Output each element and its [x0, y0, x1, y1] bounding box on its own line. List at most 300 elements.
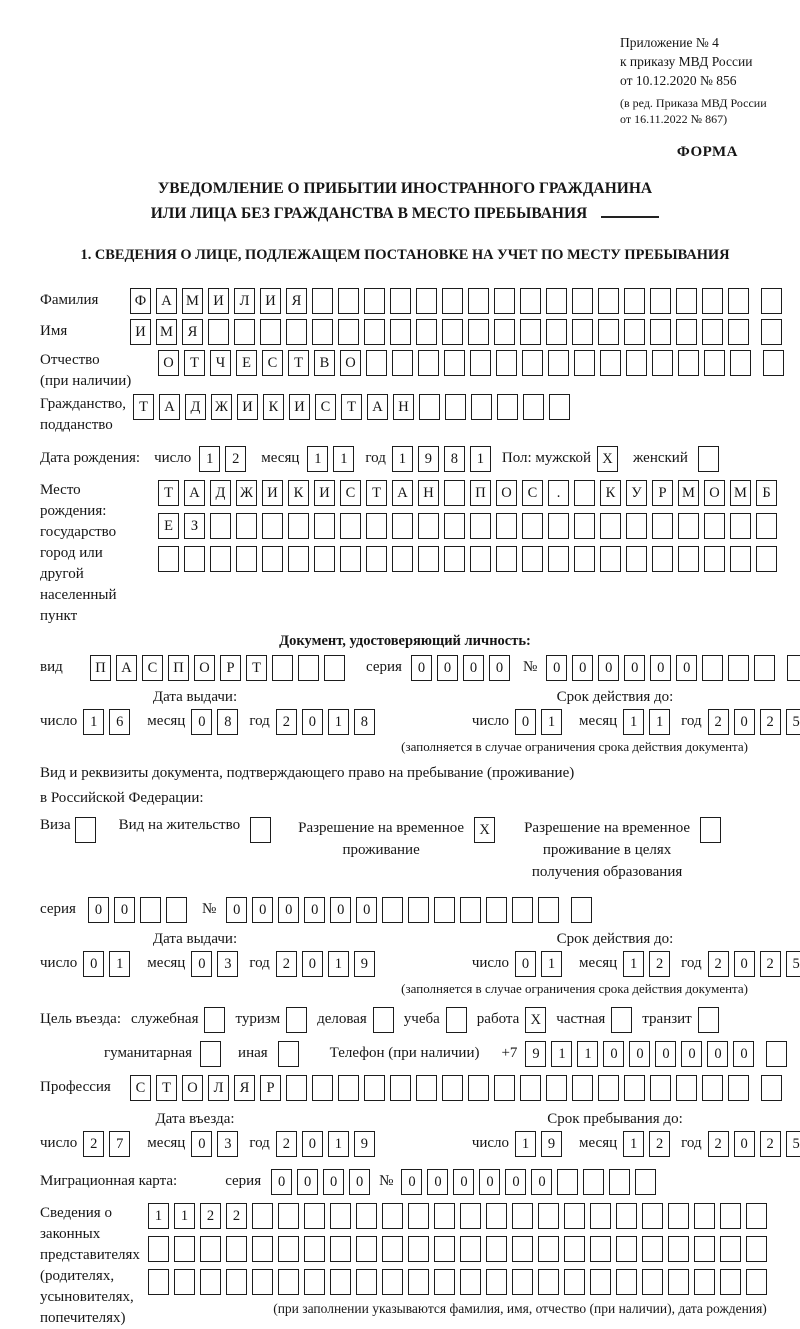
char-box[interactable] [470, 350, 491, 376]
char-box[interactable]: 3 [217, 1131, 238, 1157]
char-box[interactable] [471, 394, 492, 420]
char-box[interactable] [148, 1236, 169, 1262]
char-box[interactable] [564, 1236, 585, 1262]
char-box[interactable] [445, 394, 466, 420]
char-box[interactable]: 0 [650, 655, 671, 681]
char-box[interactable] [470, 546, 491, 572]
char-box[interactable] [572, 1075, 593, 1101]
char-box[interactable]: 1 [649, 709, 670, 735]
char-box[interactable] [262, 513, 283, 539]
char-box[interactable]: 0 [297, 1169, 318, 1195]
char-box[interactable] [468, 319, 489, 345]
char-box[interactable] [444, 546, 465, 572]
char-box[interactable] [226, 1236, 247, 1262]
char-box[interactable]: 1 [328, 951, 349, 977]
char-box[interactable]: Е [236, 350, 257, 376]
char-box[interactable] [486, 897, 507, 923]
char-box[interactable]: 0 [655, 1041, 676, 1067]
char-box[interactable]: 5 [786, 951, 800, 977]
char-box[interactable]: 5 [786, 1131, 800, 1157]
char-box[interactable] [486, 1203, 507, 1229]
char-box[interactable] [494, 1075, 515, 1101]
char-box[interactable]: Л [208, 1075, 229, 1101]
char-box[interactable]: И [208, 288, 229, 314]
char-box[interactable]: 7 [109, 1131, 130, 1157]
char-box[interactable] [520, 1075, 541, 1101]
residence-permit-checkbox[interactable] [250, 817, 271, 843]
char-box[interactable]: А [116, 655, 137, 681]
char-box[interactable]: Е [158, 513, 179, 539]
char-box[interactable]: А [367, 394, 388, 420]
char-box[interactable] [364, 288, 385, 314]
char-box[interactable] [600, 513, 621, 539]
char-box[interactable]: Р [220, 655, 241, 681]
char-box[interactable]: 1 [148, 1203, 169, 1229]
char-box[interactable] [496, 350, 517, 376]
char-box[interactable] [678, 350, 699, 376]
char-box[interactable]: 0 [515, 709, 536, 735]
char-box[interactable] [304, 1203, 325, 1229]
char-box[interactable]: Я [286, 288, 307, 314]
char-box[interactable] [642, 1236, 663, 1262]
char-box[interactable] [324, 655, 345, 681]
char-box[interactable] [286, 319, 307, 345]
char-box[interactable] [730, 546, 751, 572]
char-box[interactable] [650, 1075, 671, 1101]
purpose-humanitarian-checkbox[interactable] [200, 1041, 221, 1067]
purpose-tourism-checkbox[interactable] [286, 1007, 307, 1033]
char-box[interactable] [624, 319, 645, 345]
char-box[interactable] [590, 1236, 611, 1262]
char-box[interactable]: И [289, 394, 310, 420]
char-box[interactable] [408, 897, 429, 923]
char-box[interactable] [234, 319, 255, 345]
char-box[interactable] [548, 546, 569, 572]
char-box[interactable] [416, 288, 437, 314]
char-box[interactable] [434, 1203, 455, 1229]
char-box[interactable]: А [392, 480, 413, 506]
char-box[interactable] [574, 480, 595, 506]
char-box[interactable] [761, 288, 782, 314]
char-box[interactable]: М [730, 480, 751, 506]
char-box[interactable] [626, 513, 647, 539]
char-box[interactable] [600, 350, 621, 376]
char-box[interactable]: Т [288, 350, 309, 376]
char-box[interactable] [598, 288, 619, 314]
char-box[interactable]: 0 [681, 1041, 702, 1067]
char-box[interactable]: Л [234, 288, 255, 314]
char-box[interactable] [763, 350, 784, 376]
char-box[interactable] [572, 319, 593, 345]
char-box[interactable]: И [237, 394, 258, 420]
char-box[interactable] [676, 319, 697, 345]
char-box[interactable] [278, 1236, 299, 1262]
char-box[interactable] [590, 1203, 611, 1229]
char-box[interactable] [418, 546, 439, 572]
char-box[interactable] [382, 1203, 403, 1229]
purpose-business-checkbox[interactable] [373, 1007, 394, 1033]
char-box[interactable]: 0 [278, 897, 299, 923]
char-box[interactable] [522, 546, 543, 572]
char-box[interactable] [314, 513, 335, 539]
char-box[interactable]: 1 [515, 1131, 536, 1157]
char-box[interactable]: 8 [217, 709, 238, 735]
char-box[interactable]: 0 [734, 951, 755, 977]
char-box[interactable]: 0 [734, 709, 755, 735]
char-box[interactable] [390, 319, 411, 345]
char-box[interactable] [390, 288, 411, 314]
char-box[interactable] [286, 1075, 307, 1101]
char-box[interactable]: П [168, 655, 189, 681]
char-box[interactable] [704, 350, 725, 376]
char-box[interactable] [184, 546, 205, 572]
char-box[interactable] [624, 288, 645, 314]
char-box[interactable] [538, 897, 559, 923]
char-box[interactable] [512, 897, 533, 923]
char-box[interactable]: 1 [577, 1041, 598, 1067]
char-box[interactable] [756, 513, 777, 539]
char-box[interactable] [564, 1203, 585, 1229]
char-box[interactable] [720, 1236, 741, 1262]
char-box[interactable] [624, 1075, 645, 1101]
char-box[interactable] [574, 513, 595, 539]
char-box[interactable]: 2 [276, 1131, 297, 1157]
char-box[interactable] [460, 1203, 481, 1229]
char-box[interactable] [626, 546, 647, 572]
char-box[interactable]: 0 [629, 1041, 650, 1067]
char-box[interactable]: С [130, 1075, 151, 1101]
char-box[interactable]: Р [652, 480, 673, 506]
char-box[interactable] [548, 350, 569, 376]
char-box[interactable]: Т [366, 480, 387, 506]
char-box[interactable] [418, 513, 439, 539]
char-box[interactable]: 1 [333, 446, 354, 472]
visa-checkbox[interactable] [75, 817, 96, 843]
char-box[interactable]: Т [341, 394, 362, 420]
char-box[interactable]: 1 [623, 709, 644, 735]
char-box[interactable]: 0 [427, 1169, 448, 1195]
char-box[interactable]: 9 [354, 1131, 375, 1157]
char-box[interactable]: 1 [470, 446, 491, 472]
char-box[interactable]: 2 [200, 1203, 221, 1229]
char-box[interactable]: 0 [302, 1131, 323, 1157]
char-box[interactable]: А [156, 288, 177, 314]
char-box[interactable] [496, 513, 517, 539]
char-box[interactable] [730, 350, 751, 376]
char-box[interactable] [340, 513, 361, 539]
char-box[interactable]: О [182, 1075, 203, 1101]
char-box[interactable] [356, 1269, 377, 1295]
char-box[interactable] [720, 1269, 741, 1295]
char-box[interactable] [642, 1269, 663, 1295]
char-box[interactable] [546, 319, 567, 345]
char-box[interactable] [546, 1075, 567, 1101]
char-box[interactable] [408, 1236, 429, 1262]
purpose-official-checkbox[interactable] [204, 1007, 225, 1033]
char-box[interactable]: И [260, 288, 281, 314]
char-box[interactable] [444, 480, 465, 506]
char-box[interactable]: И [130, 319, 151, 345]
purpose-private-checkbox[interactable] [611, 1007, 632, 1033]
char-box[interactable] [442, 1075, 463, 1101]
char-box[interactable] [356, 1236, 377, 1262]
char-box[interactable] [460, 897, 481, 923]
char-box[interactable]: С [522, 480, 543, 506]
char-box[interactable] [746, 1269, 767, 1295]
char-box[interactable] [590, 1269, 611, 1295]
char-box[interactable] [538, 1203, 559, 1229]
char-box[interactable] [392, 350, 413, 376]
char-box[interactable]: 2 [276, 951, 297, 977]
char-box[interactable] [468, 288, 489, 314]
char-box[interactable]: 1 [541, 709, 562, 735]
char-box[interactable]: 3 [217, 951, 238, 977]
char-box[interactable]: 0 [411, 655, 432, 681]
char-box[interactable] [288, 513, 309, 539]
char-box[interactable]: Б [756, 480, 777, 506]
char-box[interactable] [434, 1269, 455, 1295]
char-box[interactable]: 9 [354, 951, 375, 977]
char-box[interactable] [694, 1269, 715, 1295]
char-box[interactable] [650, 319, 671, 345]
char-box[interactable] [494, 319, 515, 345]
char-box[interactable] [523, 394, 544, 420]
char-box[interactable] [497, 394, 518, 420]
purpose-work-checkbox[interactable]: X [525, 1007, 546, 1033]
char-box[interactable] [419, 394, 440, 420]
char-box[interactable] [330, 1203, 351, 1229]
char-box[interactable]: 0 [531, 1169, 552, 1195]
char-box[interactable] [366, 350, 387, 376]
char-box[interactable] [635, 1169, 656, 1195]
char-box[interactable]: 0 [479, 1169, 500, 1195]
char-box[interactable] [262, 546, 283, 572]
char-box[interactable] [272, 655, 293, 681]
char-box[interactable]: 0 [598, 655, 619, 681]
char-box[interactable] [598, 319, 619, 345]
char-box[interactable] [312, 319, 333, 345]
char-box[interactable] [392, 546, 413, 572]
char-box[interactable] [754, 655, 775, 681]
char-box[interactable] [574, 546, 595, 572]
char-box[interactable]: 0 [271, 1169, 292, 1195]
char-box[interactable]: 2 [760, 951, 781, 977]
char-box[interactable]: 0 [401, 1169, 422, 1195]
char-box[interactable]: М [156, 319, 177, 345]
char-box[interactable] [392, 513, 413, 539]
char-box[interactable] [616, 1269, 637, 1295]
char-box[interactable] [210, 513, 231, 539]
char-box[interactable] [330, 1236, 351, 1262]
char-box[interactable] [512, 1203, 533, 1229]
char-box[interactable] [304, 1269, 325, 1295]
char-box[interactable] [366, 513, 387, 539]
char-box[interactable] [174, 1269, 195, 1295]
char-box[interactable]: 2 [226, 1203, 247, 1229]
char-box[interactable] [338, 1075, 359, 1101]
char-box[interactable]: 0 [323, 1169, 344, 1195]
char-box[interactable] [442, 288, 463, 314]
char-box[interactable]: 2 [760, 1131, 781, 1157]
char-box[interactable]: 1 [199, 446, 220, 472]
char-box[interactable]: С [262, 350, 283, 376]
char-box[interactable] [444, 513, 465, 539]
char-box[interactable] [338, 319, 359, 345]
temporary-residence-checkbox[interactable]: X [474, 817, 495, 843]
char-box[interactable] [252, 1236, 273, 1262]
char-box[interactable]: 9 [525, 1041, 546, 1067]
char-box[interactable] [330, 1269, 351, 1295]
char-box[interactable] [598, 1075, 619, 1101]
char-box[interactable] [364, 319, 385, 345]
char-box[interactable] [366, 546, 387, 572]
char-box[interactable]: Д [210, 480, 231, 506]
female-checkbox[interactable] [698, 446, 719, 472]
char-box[interactable]: 0 [515, 951, 536, 977]
char-box[interactable] [356, 1203, 377, 1229]
char-box[interactable] [382, 1236, 403, 1262]
char-box[interactable]: 0 [83, 951, 104, 977]
char-box[interactable] [761, 319, 782, 345]
char-box[interactable]: 0 [252, 897, 273, 923]
char-box[interactable]: 0 [734, 1131, 755, 1157]
char-box[interactable] [678, 546, 699, 572]
char-box[interactable]: 0 [349, 1169, 370, 1195]
char-box[interactable]: 2 [649, 1131, 670, 1157]
char-box[interactable]: 2 [83, 1131, 104, 1157]
char-box[interactable]: 0 [676, 655, 697, 681]
char-box[interactable] [702, 288, 723, 314]
char-box[interactable]: 5 [786, 709, 800, 735]
char-box[interactable]: 1 [623, 1131, 644, 1157]
char-box[interactable] [557, 1169, 578, 1195]
char-box[interactable] [564, 1269, 585, 1295]
char-box[interactable]: Н [393, 394, 414, 420]
char-box[interactable]: О [704, 480, 725, 506]
char-box[interactable]: Ф [130, 288, 151, 314]
char-box[interactable]: Ч [210, 350, 231, 376]
char-box[interactable] [728, 288, 749, 314]
char-box[interactable] [609, 1169, 630, 1195]
char-box[interactable]: К [288, 480, 309, 506]
char-box[interactable]: Ж [211, 394, 232, 420]
char-box[interactable]: 9 [541, 1131, 562, 1157]
char-box[interactable] [728, 319, 749, 345]
char-box[interactable] [626, 350, 647, 376]
char-box[interactable] [200, 1269, 221, 1295]
char-box[interactable]: О [496, 480, 517, 506]
char-box[interactable]: Т [246, 655, 267, 681]
char-box[interactable] [340, 546, 361, 572]
char-box[interactable]: 0 [114, 897, 135, 923]
char-box[interactable]: 0 [707, 1041, 728, 1067]
char-box[interactable]: Р [260, 1075, 281, 1101]
char-box[interactable] [571, 897, 592, 923]
char-box[interactable]: У [626, 480, 647, 506]
char-box[interactable] [652, 350, 673, 376]
char-box[interactable]: 0 [624, 655, 645, 681]
char-box[interactable]: 0 [304, 897, 325, 923]
char-box[interactable] [512, 1236, 533, 1262]
char-box[interactable] [572, 288, 593, 314]
char-box[interactable] [787, 655, 800, 681]
char-box[interactable]: 0 [330, 897, 351, 923]
char-box[interactable]: 1 [541, 951, 562, 977]
char-box[interactable]: 1 [174, 1203, 195, 1229]
char-box[interactable]: Т [133, 394, 154, 420]
char-box[interactable]: 2 [649, 951, 670, 977]
char-box[interactable] [678, 513, 699, 539]
char-box[interactable]: С [340, 480, 361, 506]
char-box[interactable] [314, 546, 335, 572]
char-box[interactable] [304, 1236, 325, 1262]
char-box[interactable] [470, 513, 491, 539]
char-box[interactable] [444, 350, 465, 376]
char-box[interactable] [288, 546, 309, 572]
char-box[interactable]: А [184, 480, 205, 506]
char-box[interactable] [756, 546, 777, 572]
char-box[interactable]: 2 [760, 709, 781, 735]
char-box[interactable] [200, 1236, 221, 1262]
char-box[interactable]: А [159, 394, 180, 420]
char-box[interactable] [338, 288, 359, 314]
char-box[interactable] [252, 1269, 273, 1295]
char-box[interactable] [434, 897, 455, 923]
char-box[interactable]: О [194, 655, 215, 681]
char-box[interactable]: 2 [708, 951, 729, 977]
char-box[interactable]: Ж [236, 480, 257, 506]
char-box[interactable] [761, 1075, 782, 1101]
char-box[interactable] [520, 319, 541, 345]
char-box[interactable]: 2 [708, 709, 729, 735]
char-box[interactable] [642, 1203, 663, 1229]
char-box[interactable]: Т [156, 1075, 177, 1101]
char-box[interactable]: 0 [733, 1041, 754, 1067]
char-box[interactable]: 0 [191, 709, 212, 735]
char-box[interactable] [174, 1236, 195, 1262]
char-box[interactable] [676, 288, 697, 314]
char-box[interactable] [416, 319, 437, 345]
char-box[interactable]: 8 [444, 446, 465, 472]
char-box[interactable]: 1 [307, 446, 328, 472]
char-box[interactable] [460, 1236, 481, 1262]
char-box[interactable]: 0 [489, 655, 510, 681]
char-box[interactable] [522, 350, 543, 376]
char-box[interactable] [676, 1075, 697, 1101]
char-box[interactable] [278, 1203, 299, 1229]
char-box[interactable]: 0 [302, 709, 323, 735]
char-box[interactable]: 2 [708, 1131, 729, 1157]
char-box[interactable]: З [184, 513, 205, 539]
char-box[interactable] [158, 546, 179, 572]
char-box[interactable]: 2 [276, 709, 297, 735]
char-box[interactable] [364, 1075, 385, 1101]
char-box[interactable]: Н [418, 480, 439, 506]
char-box[interactable]: 6 [109, 709, 130, 735]
purpose-study-checkbox[interactable] [446, 1007, 467, 1033]
char-box[interactable]: 0 [437, 655, 458, 681]
char-box[interactable]: К [263, 394, 284, 420]
char-box[interactable]: 1 [328, 709, 349, 735]
char-box[interactable] [520, 288, 541, 314]
char-box[interactable] [746, 1203, 767, 1229]
char-box[interactable] [652, 513, 673, 539]
char-box[interactable] [694, 1203, 715, 1229]
char-box[interactable]: 1 [392, 446, 413, 472]
char-box[interactable] [704, 546, 725, 572]
char-box[interactable] [668, 1269, 689, 1295]
char-box[interactable] [702, 1075, 723, 1101]
